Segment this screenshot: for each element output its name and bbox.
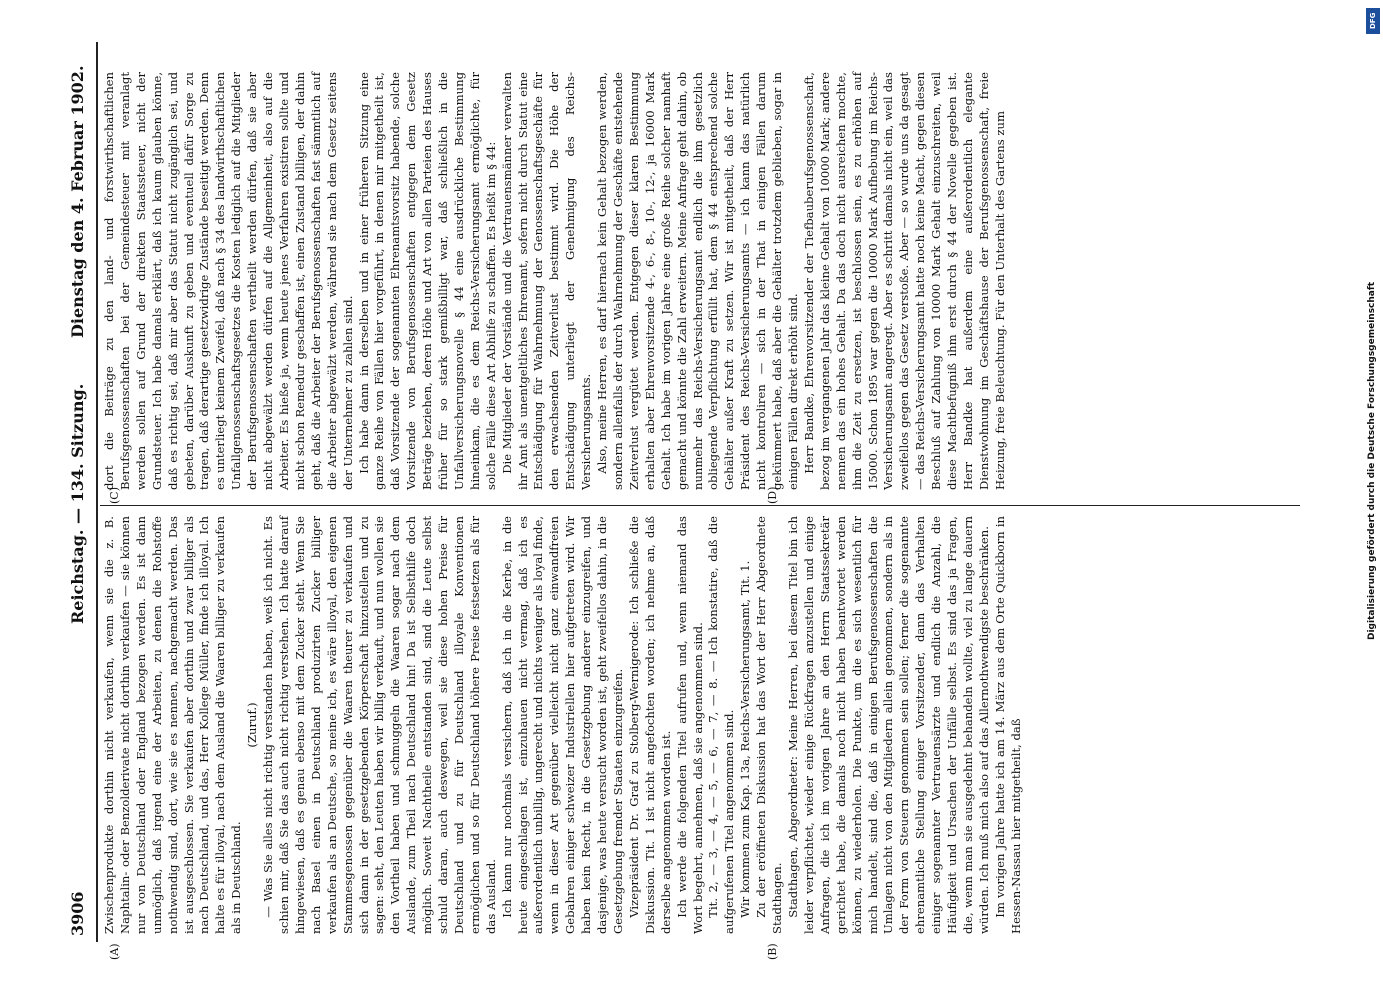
paragraph: Wir kommen zum Kap. 13a, Reichs-Versicherungsamt, Tit. 1. (738, 560, 753, 918)
paragraph: Also, meine Herren, es darf hiernach kein Gehalt bezogen werden, sondern allenfalls der durch Wahrnehmung der Geschäfte entstehende Zeitverlust vergütet werden. Entgegen dieser klaren Bestimmung erhalten aber Ehrenvorsitzende 4-, 6-, 8-, 10-, 12-, ja 16000 Mark Gehalt. Ich habe im vorigen Jahre eine große Reihe solcher namhaft gemacht und könnte die Zahl erweitern. Meine Anfrage geht dahin, ob nunmehr das Reichs-Versicherungsamt endlich die ihm gesetzlich obliegende Verpflichtung erfüllt hat, dem § 44 entsprechend solche Gehälter außer Kraft zu setzen. Wir ist mitgetheilt, daß der Herr Präsident des Reichs-Versicherungsamts — ich kann das natürlich nicht kontroliren — sich in der That in einigen Fällen darum gekümmert habe, daß aber die Gehälter trotzdem geblieben, sogar in einigen Fällen direkt erhöht sind. (595, 71, 800, 490)
digitization-sidebar (1366, 8, 1380, 998)
paragraph: dort die Beiträge zu den land- und forstwirthschaftlichen Berufsgenossenschaften bei der Gemeindesteuer mit veranlagt werden sollen auf Grund der direkten Staatssteuer, nicht der Grundsteuer. Ich habe damals erklärt, daß ich kaum glauben könne, daß es richtig sei, daß mir aber das Statut nicht zugänglich sei, und gebeten, darüber Auskunft zu geben und eventuell dafür Sorge zu tragen, daß derartige gesetzwidrige Zustände beseitigt werden. Denn es unterliegt keinem Zweifel, daß nach § 34 des landwirthschaftlichen Unfallgenossenschaftsgesetzes die Kosten lediglich auf die Mitglieder der Berufsgenossenschaften vertheilt werden dürfen, daß sie aber nicht abgewälzt werden dürfen auf die Allgemeinheit, also auf die Arbeiter. Es hieße ja, wenn heute jenes Verfahren existiren sollte und nicht schon Remedur geschaffen ist, einen Zustand billigen, der dahin geht, daß die Arbeiter der Berufsgenossenschaften fast sämmtlich auf die Arbeiter abgewälzt werden, während sie nach dem Gesetz seitens der Unternehmer zu zahlen sind. (102, 72, 355, 490)
quoted-statute: Die Mitglieder der Vorstände und die Vertrauensmänner verwalten ihr Amt als unentgeltliches Ehrenamt, sofern nicht durch Statut eine Entschädigung für Wahrnehmung der Genossenschaftsgeschäfte für den erwachsenden Zeitverlust bestimmt wird. Die Höhe der Entschädigung unterliegt der Genehmigung des Reichs-Versicherungsamts. (499, 72, 594, 490)
margin-marker-b: (B) (766, 943, 779, 960)
paragraph: Ich habe dann in derselben und in einer früheren Sitzung eine ganze Reihe von Fällen hier vorgeführt, in denen mir mitgetheilt ist, daß Vorsitzende der sogenannten Ehrenamtsvorsitz habende, solche Vorsitzende von Berufsgenossenschaften entgegen dem Gesetz Beträge beziehen, deren Höhe und Art von allen Parteien des Hauses früher für so stark gemißbilligt war, daß schließlich in die Unfallversicherungsnovelle § 44 eine ausdrückliche Bestimmung hineinkam, die es dem Reichs-Versicherungsamt ermöglichte, für solche Fälle diese Art Abhilfe zu schaffen. Es heißt im § 44: (356, 72, 498, 490)
paragraph: Zwischenprodukte dorthin nicht verkaufen, wenn sie die z. B. Naphtalin- oder Benzolderivate nicht dorthin verkaufen — sie können nur von Deutschland oder England bezogen werden. Es ist dann unmöglich, daß irgend eine der Arbeiten, zu denen die Rohstoffe nothwendig sind, dort, wie sie es nennen, nachgemacht werden. Das ist ausgeschlossen. Sie verkaufen aber dorthin und zwar billiger als nach Deutschland, und das, Herr Kollege Müller, finde ich illoyal. Ich halte es für illoyal, nach dem Ausland die Waaren billiger zu verkaufen als in Deutschland. (102, 516, 244, 934)
dfg-logo: DFG (1366, 8, 1380, 34)
paragraph: — Was Sie alles nicht richtig verstanden haben, weiß ich nicht. Es schien mir, daß Sie das auch nicht richtig verstehen. Ich hatte darauf hingewiesen, daß es genau ebenso mit dem Zucker steht. Wenn Sie nach Basel einen in Deutschland produzirten Zucker billiger verkaufen als an Deutsche, so meine ich, es wäre illoyal, den eigenen Stammesgenossen gegenüber die Waaren theurer zu verkaufen und sich dann in der gesetzgebenden Körperschaft hinzustellen und zu sagen: seht, den Leuten haben wir billig verkauft, und nun wollen sie den Vortheil haben und schmuggeln die Waaren sogar nach dem Auslande, zum Theil nach Deutschland hin! Da ist Selbsthilfe doch möglich. Soweit Nachtheile entstanden sind, sind die Leute selbst schuld daran, auch deswegen, weil sie diese hohen Preise für Deutschland und zu für Deutschland illoyale Konventionen ermöglichen und so für Deutschland höhere Preise festsetzen als für das Ausland. (261, 516, 498, 934)
paragraph: Im vorigen Jahre hatte ich am 14. März aus dem Orte Quickborn in Hessen-Nassau hier mitgetheilt, daß (992, 516, 1023, 934)
interjection: (Zuruf.) (245, 702, 260, 748)
paragraph: Ich werde die folgenden Titel aufrufen und, wenn niemand das Wort begehrt, annehmen, daß sie angenommen sind. (674, 516, 705, 934)
column-divider (100, 505, 1300, 506)
margin-marker-d: (D) (766, 486, 779, 504)
paragraph: Zu der eröffneten Diskussion hat das Wort der Herr Abgeordnete Stadthagen. (754, 516, 785, 934)
digitization-note: Digitalisierung gefördert durch die Deutsche Forschungsgemeinschaft (1367, 281, 1377, 640)
paragraph: Stadthagen, Abgeordneter: Meine Herren, bei diesem Titel bin ich leider verpflichtet, wieder einige Rückfragen anzustellen und einige Anfragen, die ich im vorigen Jahre an den Herrn Staatssekretär gerichtet habe, die damals noch nicht haben beantwortet werden können, zu wiederholen. Die Punkte, um die es sich wesentlich für mich handelt, sind die, daß in einigen Berufsgenossenschaften die Umlagen nicht von den Mitgliedern allein genommen, sondern als in der Form von Steuern genommen sein sollen; ferner die sogenannte ehrenamtliche Stellung einiger Vorsitzender, dann das Verhalten einiger sogenannter Vertrauensärzte und endlich die Anzahl, die Häufigkeit und Ursachen der Unfälle selbst. Es sind das ja Fragen, die, wenn man sie ausgedehnt behandeln wollte, viel zu lange dauern würden. Ich muß mich also auf das Allernothwendigste beschränken. (785, 516, 991, 934)
header-rule (96, 42, 98, 942)
paragraph: Vizepräsident Dr. Graf zu Stolberg-Wernigerode: Ich schließe die Diskussion. Tit. 1 ist nicht angefochten worden; ich nehme an, daß derselbe angenommen worden ist. (626, 516, 673, 934)
margin-marker-c: (C) (108, 487, 121, 504)
margin-marker-a: (A) (108, 943, 121, 960)
page-number: 3906 (68, 891, 87, 936)
running-head (66, 42, 96, 942)
paragraph: Herr Bandke, Ehrenvorsitzender der Tiefbauberufsgenossenschaft, bezog im vergangenen Jahr das kleine Gehalt von 10000 Mark; andere nennen das ein hohes Gehalt. Da das doch nicht ausreichen mochte, ihm die Zeit zu ersetzen, ist beschlossen sein, es zu erhöhen auf 15000. Schon 1895 war gegen die 10000 Mark Aufhebung im Reichs-Versicherungsamt angeregt. Aber es schritt damals nicht ein, weil das zweifellos gegen das Gesetz verstoße. Aber — so wurde uns da gesagt — das Reichs-Versicherungsamt hatte noch keine Macht, gegen diesen Beschluß auf Zahlung von 10000 Mark Gehalt einzuschreiten, weil diese Machtbefugniß ihm erst durch § 44 der Novelle gegeben ist. Herr Bandke hat außerdem eine außerordentlich elegante Dienstwohnung im Geschäftshause der Berufsgenossenschaft, freie Heizung, freie Beleuchtung. Für den Unterhalt des Gartens zum (801, 72, 1007, 490)
left-column (102, 516, 1025, 934)
paragraph: Ich kann nur nochmals versichern, daß ich in die Kerbe, in die heute eingeschlagen ist, einzuhauen nicht vermag, daß ich es außerordentlich unbillig, ungerecht und nichts weniger als loyal finde, wenn in dieser Art gegenüber vielleicht nicht ganz einwandfreien Gebahren einiger schweizer Industriellen hier aufgetreten wird. Wir haben kein Recht, in die Gesetzgebung anderer einzugreifen, und dasjenige, was heute versucht worden ist, geht zweifellos dahin, in die Gesetzgebung fremder Staaten einzugreifen. (499, 516, 625, 934)
left-heading: Reichstag. — 134. Sitzung. (68, 383, 87, 624)
paragraph: Tit. 2, — 3, — 4, — 5, — 6, — 7, — 8. — Ich konstatire, daß die aufgerufenen Titel angenommen sind. (706, 516, 737, 934)
right-column (102, 72, 1009, 490)
right-heading: Dienstag den 4. Februar 1902. (68, 65, 87, 338)
rotated-page (66, 42, 1306, 960)
